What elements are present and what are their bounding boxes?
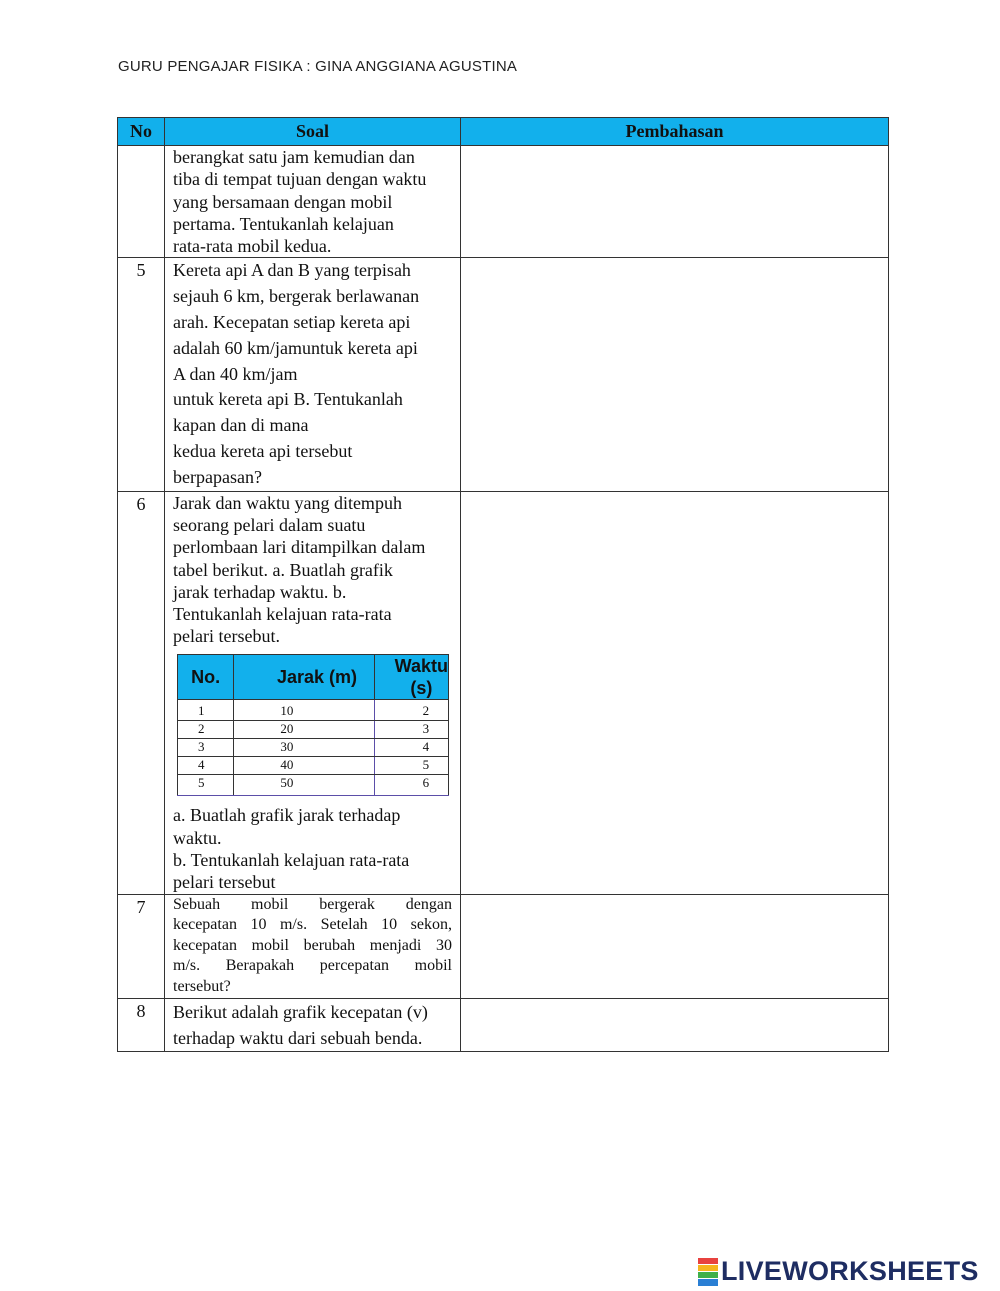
answer-cell[interactable] [461, 258, 889, 491]
table-row [118, 146, 889, 258]
question-text [165, 258, 461, 491]
text-line: tabel berikut. a. Buatlah grafik [173, 559, 393, 580]
inner-header-waktu: Waktu (s) [374, 654, 448, 700]
liveworksheets-logo-icon [698, 1258, 718, 1286]
text-line: pertama. Tentukanlah kelajuan [173, 213, 394, 234]
text-line: A dan 40 km/jam [173, 363, 298, 384]
text-line: b. Tentukanlah kelajuan rata-rata [173, 849, 410, 870]
inner-table-row [178, 774, 449, 796]
inner-cell-no: 2 [178, 721, 234, 739]
text-line: kecepatan 10 m/s. Setelah 10 sekon, [173, 916, 452, 933]
liveworksheets-logo [698, 1256, 979, 1287]
text-line: pelari tersebut. [173, 626, 280, 647]
text-line: adalah 60 km/jamuntuk kereta api [173, 337, 418, 358]
text-line: berangkat satu jam kemudian dan [173, 147, 415, 167]
text-line: kedua kereta api tersebut [173, 441, 353, 462]
inner-cell-waktu: 6 [374, 774, 448, 796]
question-text [165, 491, 461, 894]
inner-cell-jarak: 50 [234, 774, 374, 796]
inner-cell-waktu: 5 [374, 756, 448, 774]
inner-table-row [178, 700, 449, 721]
text-line: kecepatan mobil berubah menjadi 30 [173, 936, 452, 954]
row-number [118, 146, 165, 258]
text-line: Sebuah mobil bergerak dengan [173, 895, 452, 913]
table-row [118, 258, 889, 491]
text-line: berpapasan? [173, 466, 262, 487]
answer-cell[interactable] [461, 998, 889, 1051]
row-number: 8 [118, 998, 165, 1051]
row-number: 7 [118, 894, 165, 998]
text-line: sejauh 6 km, bergerak berlawanan [173, 286, 420, 307]
row-number: 5 [118, 258, 165, 491]
text-line: jarak terhadap waktu. b. [173, 581, 347, 602]
inner-cell-waktu: 3 [374, 721, 448, 739]
header-no: No [118, 118, 165, 146]
inner-cell-no: 1 [178, 700, 234, 721]
inner-cell-no: 4 [178, 756, 234, 774]
text-line: Tentukanlah kelajuan rata-rata [173, 604, 392, 625]
inner-header-jarak: Jarak (m) [234, 654, 374, 700]
text-line: terhadap waktu dari sebuah benda. [173, 1027, 423, 1048]
inner-cell-jarak: 40 [234, 756, 374, 774]
text-line: waktu. [173, 827, 222, 848]
inner-cell-waktu: 2 [374, 700, 448, 721]
question-table [117, 117, 889, 1052]
logo-text: LIVEWORKSHEETS [721, 1256, 979, 1286]
table-row [118, 998, 889, 1051]
text-line: m/s. Berapakah percepatan mobil [173, 957, 452, 974]
inner-table-row [178, 738, 449, 756]
distance-time-table [177, 654, 449, 797]
answer-cell[interactable] [461, 894, 889, 998]
header-soal: Soal [165, 118, 461, 146]
text-line: Jarak dan waktu yang ditempuh [173, 492, 402, 513]
text-line: perlombaan lari ditampilkan dalam [173, 537, 426, 558]
text-line: a. Buatlah grafik jarak terhadap [173, 805, 401, 826]
text-line: kapan dan di mana [173, 415, 309, 436]
text-line: untuk kereta api B. Tentukanlah [173, 389, 403, 410]
inner-table-row [178, 721, 449, 739]
text-line: Kereta api A dan B yang terpisah [173, 260, 411, 281]
text-line: seorang pelari dalam suatu [173, 514, 366, 535]
header-pembahasan: Pembahasan [461, 118, 889, 146]
row-number: 6 [118, 491, 165, 894]
text-line: pelari tersebut [173, 872, 276, 893]
question-text [165, 894, 461, 998]
inner-cell-jarak: 10 [234, 700, 374, 721]
page-header: GURU PENGAJAR FISIKA : GINA ANGGIANA AGUSTINA [118, 58, 518, 75]
text-line: rata-rata mobil kedua. [173, 236, 332, 257]
answer-cell[interactable] [461, 146, 889, 258]
inner-cell-jarak: 30 [234, 738, 374, 756]
table-header-row [118, 118, 889, 146]
text-line: yang bersamaan dengan mobil [173, 191, 393, 212]
table-row [118, 491, 889, 894]
inner-cell-jarak: 20 [234, 721, 374, 739]
text-line: Berikut adalah grafik kecepatan (v) [173, 1001, 428, 1022]
table-row [118, 894, 889, 998]
text-line: tersebut? [173, 977, 231, 995]
question-text [165, 998, 461, 1051]
inner-table-row [178, 756, 449, 774]
question-text [165, 146, 461, 258]
inner-cell-no: 3 [178, 738, 234, 756]
text-line: arah. Kecepatan setiap kereta api [173, 312, 411, 333]
inner-cell-no: 5 [178, 774, 234, 796]
inner-header-row [178, 654, 449, 700]
text-line: tiba di tempat tujuan dengan waktu [173, 169, 427, 190]
inner-header-no: No. [178, 654, 234, 700]
answer-cell[interactable] [461, 491, 889, 894]
inner-cell-waktu: 4 [374, 738, 448, 756]
